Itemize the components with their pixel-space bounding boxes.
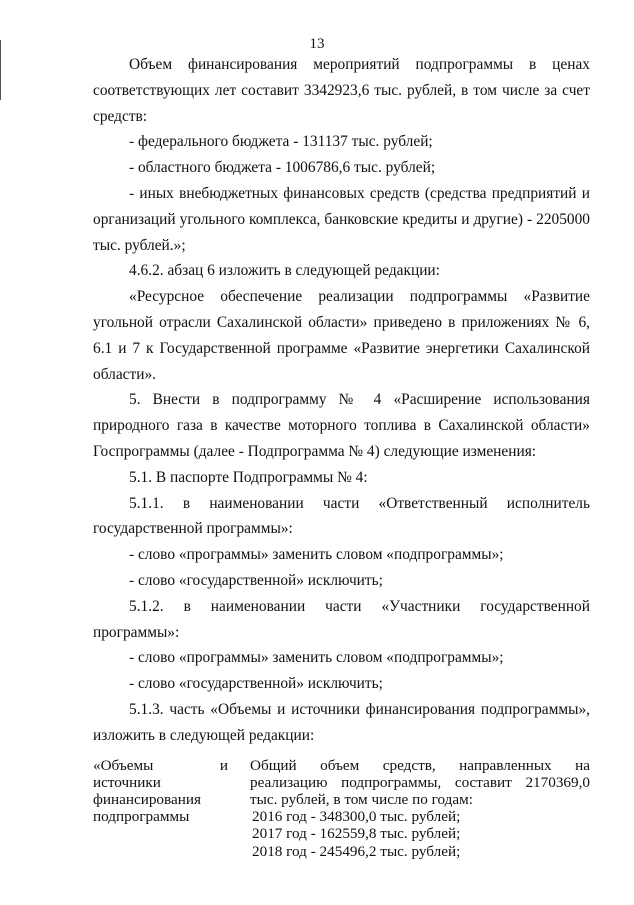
paragraph: 5. Внести в подпрограмму № 4 «Расширение использования природного газа в качестве моторного топлива в Сахалинской области» Госпрограммы (далее - Подпрограмма № 4) следующие изменения: bbox=[93, 391, 590, 460]
table-left-line: подпрограммы bbox=[93, 808, 190, 826]
table-left-line: финансирования bbox=[93, 790, 201, 808]
year-line: 2016 год - 348300,0 тыс. рублей; bbox=[252, 808, 461, 826]
table-left-line: источники bbox=[93, 773, 161, 791]
paragraph: «Ресурсное обеспечение реализации подпрограммы «Развитие угольной отрасли Сахалинской области» приведено в приложениях № 6, 6.1 и 7 к Государственной программе «Развитие энергетики Сахалинской области». bbox=[93, 288, 590, 383]
page-number: 13 bbox=[309, 36, 325, 52]
year-line: 2017 год - 162559,8 тыс. рублей; bbox=[252, 825, 461, 843]
paragraph: - слово «государственной» исключить; bbox=[129, 675, 383, 693]
paragraph: - иных внебюджетных финансовых средств (средства предприятий и организаций угольного комплекса, банковские кредиты и другие) - 2205000 тыс. рублей.»; bbox=[93, 184, 590, 254]
paragraph: 4.6.2. абзац 6 изложить в следующей редакции: bbox=[129, 262, 440, 280]
paragraph: 5.1.3. часть «Объемы и источники финансирования подпрограммы», изложить в следующей редакции: bbox=[93, 700, 590, 744]
table-left-conjunction: и bbox=[219, 756, 228, 774]
paragraph: - федерального бюджета - 131137 тыс. рублей; bbox=[129, 133, 433, 151]
year-line: 2018 год - 245496,2 тыс. рублей; bbox=[252, 842, 461, 860]
table-left-cell bbox=[93, 757, 228, 860]
paragraph: - областного бюджета - 1006786,6 тыс. рублей; bbox=[129, 159, 436, 177]
paragraph: - слово «государственной» исключить; bbox=[129, 571, 383, 589]
paragraph: - слово «программы» заменить словом «подпрограммы»; bbox=[129, 546, 504, 564]
table-right-text: Общий объем средств, направленных на реализацию подпрограммы, составит 2170369,0 тыс. рублей, в том числе по годам: bbox=[250, 756, 590, 808]
document-body bbox=[93, 52, 590, 860]
years-list bbox=[250, 808, 590, 860]
paragraph: 5.1.1. в наименовании части «Ответственный исполнитель государственной программы»: bbox=[93, 494, 590, 538]
paragraph: 5.1.2. в наименовании части «Участники государственной программы»: bbox=[93, 597, 590, 641]
financing-table bbox=[93, 757, 590, 860]
paragraph: 5.1. В паспорте Подпрограммы № 4: bbox=[129, 468, 368, 486]
table-right-cell bbox=[250, 757, 590, 860]
table-left-line: «Объемы bbox=[93, 756, 154, 774]
paragraph: - слово «программы» заменить словом «подпрограммы»; bbox=[129, 649, 504, 667]
paragraph: Объем финансирования мероприятий подпрограммы в ценах соответствующих лет составит 3342923,6 тыс. рублей, в том числе за счет средств: bbox=[93, 56, 590, 125]
